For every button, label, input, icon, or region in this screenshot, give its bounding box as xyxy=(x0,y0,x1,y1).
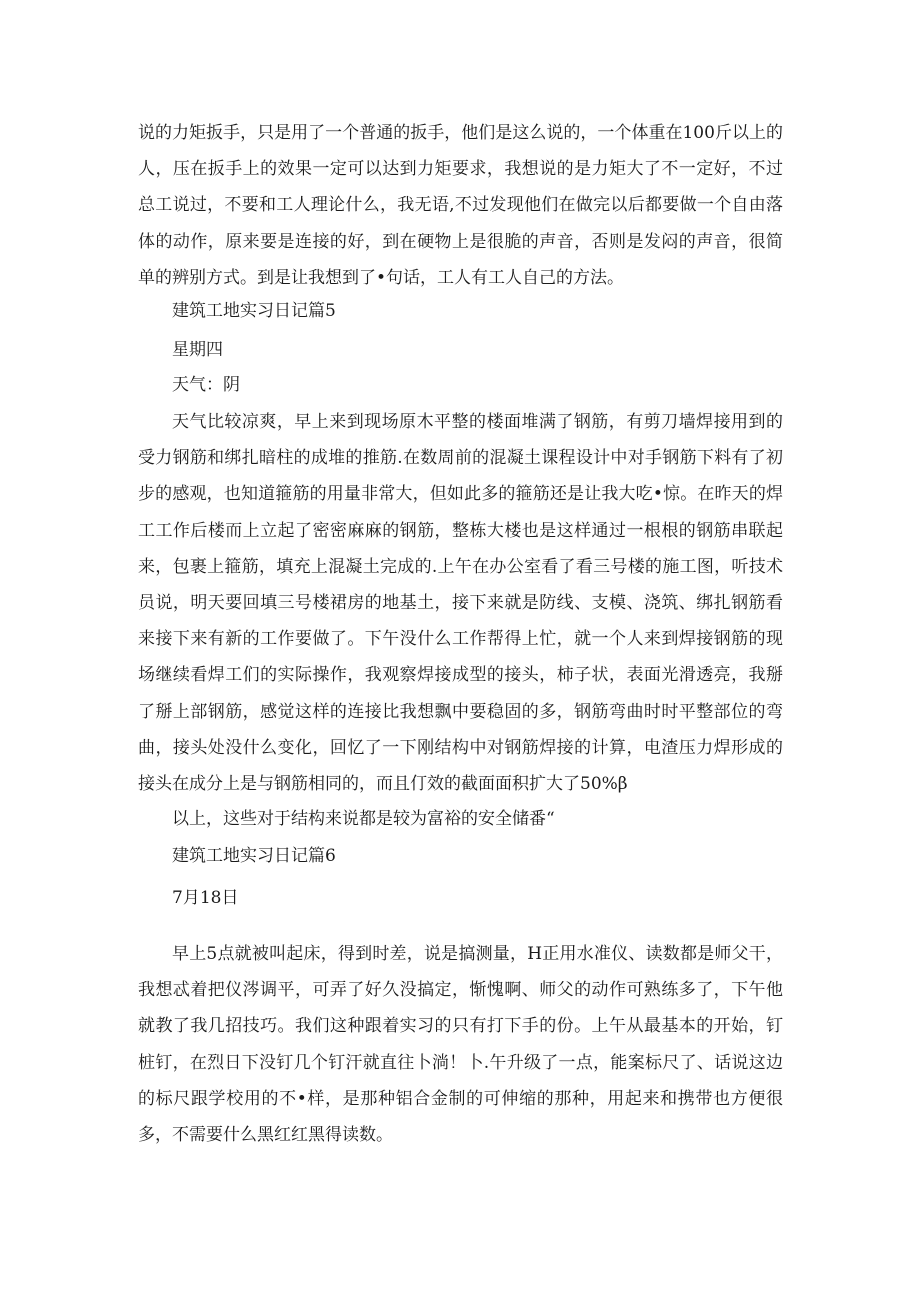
entry-heading-6: 建筑工地实习日记篇6 xyxy=(172,846,336,866)
paragraph-continuation: 说的力矩扳手，只是用了一个普通的扳手，他们是这么说的，一个体重在100斤以上的人，压在扳手上的效果一定可以达到力矩要求，我想说的是力矩大了不一定好，不过总工说过，不要和工人理论什么，我无语,不过发现他们在做完以后都要做一个自由落体的动作，原来要是连接的好，到在硬物上是很脆的声音，否则是发闷的声音，很简单的辨别方式。到是让我想到了•句话，工人有工人自己的方法。 xyxy=(138,123,783,288)
paragraph-entry-5: 天气比较凉爽，早上来到现场原木平整的楼面堆满了钢筋，有剪刀墙焊接用到的受力钢筋和绑扎暗柱的成堆的推筋.在数周前的混凝土课程设计中对手钢筋下料有了初步的感观，也知道箍筋的用量非常大，但如此多的箍筋还是让我大吃•惊。在昨天的焊工工作后楼而上立起了密密麻麻的钢筋，整栋大楼也是这样通过一根根的钢筋串联起来，包裹上箍筋，填充上混凝土完成的.上午在办公室看了看三号楼的施工图，听技术员说，明天要回填三号楼裙房的地基土，接下来就是防线、支模、浇筑、绑扎钢筋看来接下来有新的工作要做了。下午没什么工作帮得上忙，就一个人来到焊接钢筋的现场继续看焊工们的实际操作，我观察焊接成型的接头，柿子状，表面光滑透亮，我掰了掰上部钢筋，感觉这样的连接比我想飘中要稳固的多，钢筋弯曲时时平整部位的弯曲，接头处没什么变化，回忆了一下刚结构中对钢筋焊接的计算，电渣压力焊形成的接头在成分上是与钢筋相同的，而且仃效的截面面积扩大了50%β xyxy=(138,412,783,795)
entry-heading-5: 建筑工地实习日记篇5 xyxy=(172,301,336,321)
entry-date: 7月18日 xyxy=(172,888,239,908)
paragraph-summary: 以上，这些对于结构来说都是较为富裕的安全储番“ xyxy=(172,809,555,829)
paragraph-entry-6: 早上5点就被叫起床，得到时差，说是搞测量，H正用水准仪、读数都是师父干，我想忒着把仪涔调平，可弄了好久没搞定，惭愧啊、师父的动作可熟练多了，下午他就教了我几招技巧。我们这种跟着实习的只有打下手的份。上午从最基本的开始，钉桩钉，在烈日下没钉几个钉汗就直往卜淌！卜.午升级了一点，能案标尺了、话说这边的标尺跟学校用的不•样，是那种铝合金制的可伸缩的那种，用起来和携带也方便很多，不需要什么黑红红黑得读数。 xyxy=(138,944,783,1146)
entry-weather: 天气：阴 xyxy=(172,375,240,395)
entry-weekday: 星期四 xyxy=(172,340,223,360)
